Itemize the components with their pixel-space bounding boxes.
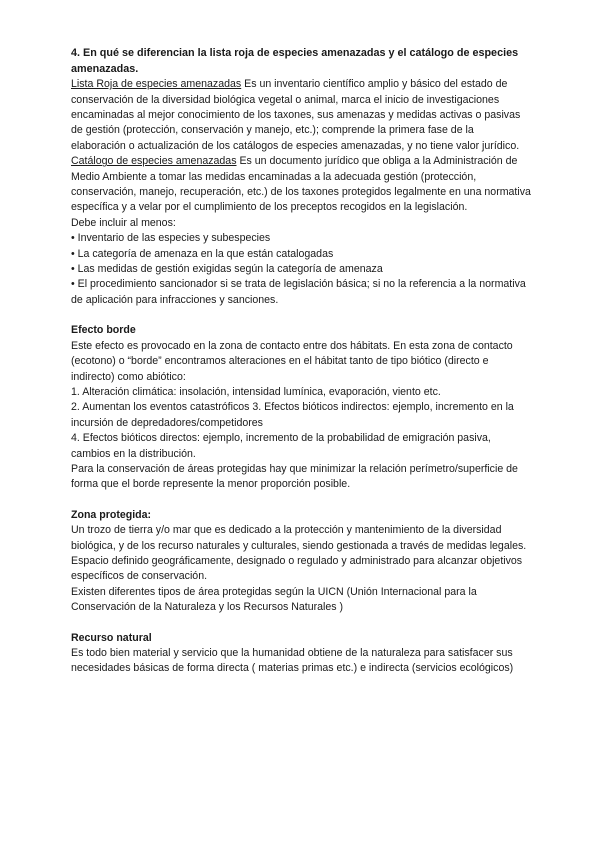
lista-roja-paragraph xyxy=(71,77,531,154)
efecto-borde-point: 1. Alteración climática: insolación, intensidad lumínica, evaporación, viento etc. xyxy=(71,385,441,398)
catalogo-text: Es un documento jurídico que obliga a la Administración de Medio Ambiente a tomar las medidas encaminadas a la adecuada gestión (protección, conservación, manejo, recuperación, etc.) de los taxones protegidos legalmente en una normativa específica y a velar por el cumplimiento de los preceptos recogidos en la legislación. xyxy=(71,155,531,214)
list-item: • Las medidas de gestión exigidas según la categoría de amenaza xyxy=(71,263,383,276)
efecto-borde-intro: Este efecto es provocado en la zona de contacto entre dos hábitats. En esta zona de contacto (ecotono) o “borde” encontramos alteraciones en el hábitat tanto de tipo biótico (directo e indirecto) como abiótico: xyxy=(71,339,513,383)
recurso-natural-title: Recurso natural xyxy=(71,631,152,644)
efecto-borde-point: 4. Efectos bióticos directos: ejemplo, incremento de la probabilidad de emigración pasiva, cambios en la distribución. xyxy=(71,432,491,460)
document-page xyxy=(71,46,531,677)
list-item: • Inventario de las especies y subespecies xyxy=(71,232,271,245)
zona-protegida-paragraph: Un trozo de tierra y/o mar que es dedicado a la protección y mantenimiento de la diversidad biológica, y de los recurso naturales y culturales, siendo gestionada a través de medidas legales. xyxy=(71,524,527,552)
catalogo-term: Catálogo de especies amenazadas xyxy=(71,155,237,168)
efecto-borde-point: 2. Aumentan los eventos catastróficos 3. Efectos bióticos indirectos: ejemplo, incremento en la incursión de depredadores/competidores xyxy=(71,401,514,429)
recurso-natural-text: Es todo bien material y servicio que la humanidad obtiene de la naturaleza para satisfacer sus necesidades básicas de forma directa ( materias primas etc.) e indirecta (servicios ecológicos) xyxy=(71,647,514,675)
zona-protegida-title: Zona protegida: xyxy=(71,508,152,521)
question-title: 4. En qué se diferencian la lista roja de especies amenazadas y el catálogo de especies amenazadas. xyxy=(71,47,519,75)
zona-protegida-paragraph: Existen diferentes tipos de área protegidas según la UICN (Unión Internacional para la Conservación de la Naturaleza y los Recursos Naturales ) xyxy=(71,585,477,614)
efecto-borde-conclusion: Para la conservación de áreas protegidas hay que minimizar la relación perímetro/superficie de forma que el borde represente la menor proporción posible. xyxy=(71,462,518,491)
zona-protegida-paragraph: Espacio definido geográficamente, designado o regulado y administrado para alcanzar objetivos específicos de conservación. xyxy=(71,554,523,583)
lista-roja-term: Lista Roja de especies amenazadas xyxy=(71,78,242,91)
include-intro: Debe incluir al menos: xyxy=(71,216,176,229)
list-item: • La categoría de amenaza en la que están catalogadas xyxy=(71,247,334,260)
efecto-borde-title: Efecto borde xyxy=(71,324,136,337)
list-item: • El procedimiento sancionador si se trata de legislación básica; si no la referencia a la normativa de aplicación para infracciones y sanciones. xyxy=(71,278,526,306)
lista-roja-text: Es un inventario científico amplio y básico del estado de conservación de la diversidad biológica vegetal o animal, marca el inicio de investigaciones encaminadas al mejor conocimiento de los taxones, sus amenazas y medidas activas o pasivas de gestión (protección, conservación y manejo, etc.); comprende la primera fase de la elaboración o actualización de los catálogos de especies amenazadas, y no tiene valor jurídico. xyxy=(71,78,521,152)
catalogo-paragraph xyxy=(71,154,531,216)
